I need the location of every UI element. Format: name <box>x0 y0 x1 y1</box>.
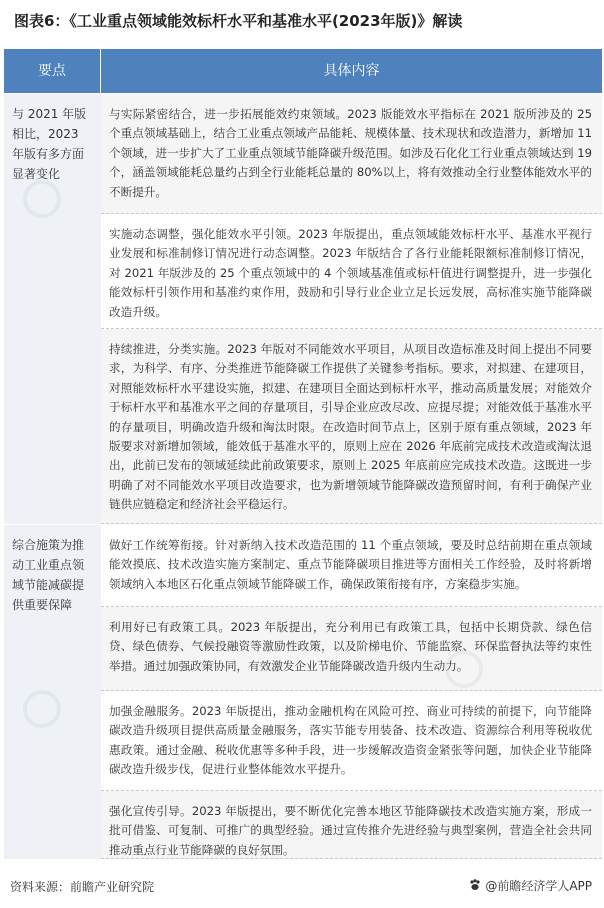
interpretation-table <box>4 48 602 861</box>
row-content: 利用好已有政策工具。2023 年版提出，充分利用已有政策工具，包括中长期贷款、绿色信贷、绿色债券、气候投融资等激励性政策，以及阶梯电价、节能监察、环保监督执法等约束性举措。通过加强政策协同，有效激发企业节能降碳改造升级内生动力。 <box>109 620 592 673</box>
row-content: 持续推进，分类实施。2023 年版对不同能效水平项目，从项目改造标准及时间上提出不同要求，为科学、有序、分类推进节能降碳工作提供了关键参考指标。要求，对拟建、在建项目，对照能效标杆水平建设实施，拟建、在建项目全面达到标杆水平，推动高质量发展；对能效介于标杆水平和基准水平之间的存量项目，引导企业应改尽改、应提尽提；对能效低于基准水平的存量项目，明确改造升级和淘汰时限。在改造时间节点上，区别于原有重点领域，2023 年版要求对新增加领域，能效低于基准水平的，原则上应在 2026 年底前完成技术改造或淘汰退出，此前已发布的领域延续此前政策要求，原则上 2025 年底前应完成技术改造。这既进一步明确了对不同能效水平项目改造要求，也为新增领域节能降碳改造预留时间，有利于确保产业链供应链稳定和经济社会平稳运行。 <box>109 342 592 512</box>
table-row <box>101 791 602 859</box>
brand-paw-icon <box>468 878 482 892</box>
row-content: 加强金融服务。2023 年版提出，推动金融机构在风险可控、商业可持续的前提下，向节能降碳改造升级项目提供高质量金融服务，落实节能专用装备、技术改造、资源综合利用等税收优惠政策。通过金融、税收优惠等多种手段，进一步缓解改造资金紧张等问题，加快企业节能降碳改造升级步伐，促进行业整体能效水平提升。 <box>109 704 592 777</box>
group-key-label: 与 2021 年版相比，2023 年版有多方面显著变化 <box>12 107 87 181</box>
header-content: 具体内容 <box>101 49 602 93</box>
group-key-cell <box>4 94 100 524</box>
row-content: 与实际紧密结合，进一步拓展能效约束领域。2023 版能效水平指标在 2021 版所涉及的 25 个重点领域基础上，结合工业重点领域产品能耗、规模体量、技术现状和改造潜力，新增加 11 个领域，进一步扩大了工业重点领域节能降碳升级范围。如涉及石化化工行业重点领域达到 19 个，涵盖领域能耗总量约占到全行业能耗总量的 80%以上，将有效推动全行业整体能效水平的不断提升。 <box>109 107 592 199</box>
watermark-mark <box>444 649 484 689</box>
table-row <box>101 94 602 214</box>
table-row <box>101 329 602 524</box>
watermark-mark <box>22 179 62 219</box>
table-group-changes <box>4 94 602 524</box>
header-key: 要点 <box>4 49 100 93</box>
table-row <box>101 691 602 791</box>
group-key-label: 综合施策为推动工业重点领域节能减碳提供重要保障 <box>12 538 85 612</box>
row-content: 强化宣传引导。2023 年版提出，要不断优化完善本地区节能降碳技术改造实施方案，形成一批可借鉴、可复制、可推广的典型经验。通过宣传推介先进经验与典型案例，营造全社会共同推动重点行业节能降碳的良好氛围。 <box>109 804 592 857</box>
chart-title: 图表6：《工业重点领域能效标杆水平和基准水平(2023年版)》解读 <box>14 12 463 30</box>
footer <box>0 872 604 902</box>
footer-source: 资料来源：前瞻产业研究院 <box>10 880 155 894</box>
table-row <box>101 214 602 329</box>
footer-brand <box>468 877 592 894</box>
table-header <box>4 49 602 93</box>
table-row <box>101 525 602 607</box>
watermark-mark <box>22 689 62 729</box>
footer-brand-label: @前瞻经济学人APP <box>485 879 592 893</box>
row-content: 实施动态调整，强化能效水平引领。2023 年版提出，重点领域能效标杆水平、基准水平视行业发展和标准制修订情况进行动态调整。2023 年版结合了各行业能耗限额标准制修订情况，对 2021 年版涉及的 25 个重点领域中的 4 个领域基准值或标杆值进行调整提升，进一步强化能效标杆引领作用和基准约束作用，鼓励和引导行业企业立足长远发展，高标准实施节能降碳改造升级。 <box>109 227 592 319</box>
table-row <box>101 607 602 691</box>
table-group-measures <box>4 525 602 859</box>
row-content: 做好工作统筹衔接。针对新纳入技术改造范围的 11 个重点领域，要及时总结前期在重点领域能效摸底、技术改造实施方案制定、重点节能降碳项目推进等方面相关工作经验，及时将新增领域纳入本地区石化重点领域节能降碳工作，确保政策衔接有序，方案稳步实施。 <box>109 538 592 591</box>
